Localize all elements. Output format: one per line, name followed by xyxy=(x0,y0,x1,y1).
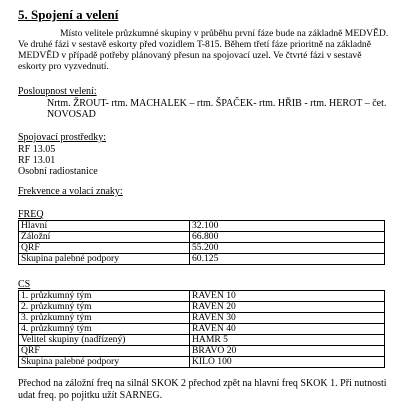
unit-cell: 2. průzkumný tým xyxy=(19,302,190,313)
comm-means-title: Spojovací prostředky: xyxy=(18,132,107,143)
table-row xyxy=(19,335,385,346)
freq-name-cell: Hlavní xyxy=(19,221,190,232)
freq-name-cell: Skupina palebné podpory xyxy=(19,254,190,265)
unit-cell: 3. průzkumný tým xyxy=(19,313,190,324)
table-row xyxy=(19,221,385,232)
intro-line: Místo velitele průzkumné skupiny v průběhu první fáze bude na základně MEDVĚD. xyxy=(60,28,389,39)
comm-means-item: Osobní radiostanice xyxy=(18,166,98,177)
freq-value-cell: 55.200 xyxy=(190,243,385,254)
table-row xyxy=(19,346,385,357)
table-row xyxy=(19,243,385,254)
callsign-cell: KILO 100 xyxy=(190,357,385,368)
table-row xyxy=(19,324,385,335)
command-order-text: Nrtm. ŽROUT- rtm. MACHALEK – rtm. ŠPAČEK- rtm. HŘIB - rtm. HEROT – čet. NOVOSAD xyxy=(47,98,387,120)
footer-note xyxy=(18,378,408,402)
intro-line: Ve druhé fázi v sestavě eskorty před vozidlem T-815. Během třetí fáze prioritně na základně xyxy=(18,39,371,50)
freq-table-label: FREQ xyxy=(18,209,44,220)
callsign-cell: HAMR 5 xyxy=(190,335,385,346)
table-row xyxy=(19,313,385,324)
callsign-cell: RAVEN 30 xyxy=(190,313,385,324)
intro-line: MEDVĚD v případě potřeby plánovaný přesun na spojovací uzel. Ve čtvrté fázi v sestavě xyxy=(18,50,362,61)
freq-value-cell: 32.100 xyxy=(190,221,385,232)
table-row xyxy=(19,232,385,243)
callsign-cell: RAVEN 40 xyxy=(190,324,385,335)
freq-value-cell: 66.800 xyxy=(190,232,385,243)
footer-line: Přechod na záložní freq na silnál SKOK 2 přechod zpět na hlavní freq SKOK 1. Při nutnosti xyxy=(18,378,387,389)
callsign-table xyxy=(18,290,385,368)
freq-value-cell: 60.125 xyxy=(190,254,385,265)
unit-cell: QRF xyxy=(19,346,190,357)
freq-callsign-title: Frekvence a volací znaky: xyxy=(18,186,123,197)
cs-table-label: CS xyxy=(18,279,31,290)
intro-line: eskorty pro vyzvednutí. xyxy=(18,61,109,72)
freq-table xyxy=(18,220,385,265)
callsign-cell: RAVEN 10 xyxy=(190,291,385,302)
table-row xyxy=(19,357,385,368)
table-row xyxy=(19,254,385,265)
comm-means-item: RF 13.01 xyxy=(18,155,56,166)
callsign-cell: BRAVO 20 xyxy=(190,346,385,357)
unit-cell: 1. průzkumný tým xyxy=(19,291,190,302)
comm-means-item: RF 13.05 xyxy=(18,144,56,155)
intro-paragraph xyxy=(18,28,403,72)
section-heading: 5. Spojení a velení xyxy=(18,7,119,22)
unit-cell: 4. průzkumný tým xyxy=(19,324,190,335)
footer-line: udat freq. po pojitku užít SARNEG. xyxy=(18,390,163,401)
unit-cell: Velitel skupiny (nadřízený) xyxy=(19,335,190,346)
comm-means-list xyxy=(18,144,98,177)
callsign-cell: RAVEN 20 xyxy=(190,302,385,313)
table-row xyxy=(19,291,385,302)
table-row xyxy=(19,302,385,313)
command-order-title: Posloupnost velení: xyxy=(18,86,97,97)
freq-name-cell: Záložní xyxy=(19,232,190,243)
unit-cell: Skupina palebné podpory xyxy=(19,357,190,368)
freq-name-cell: QRF xyxy=(19,243,190,254)
